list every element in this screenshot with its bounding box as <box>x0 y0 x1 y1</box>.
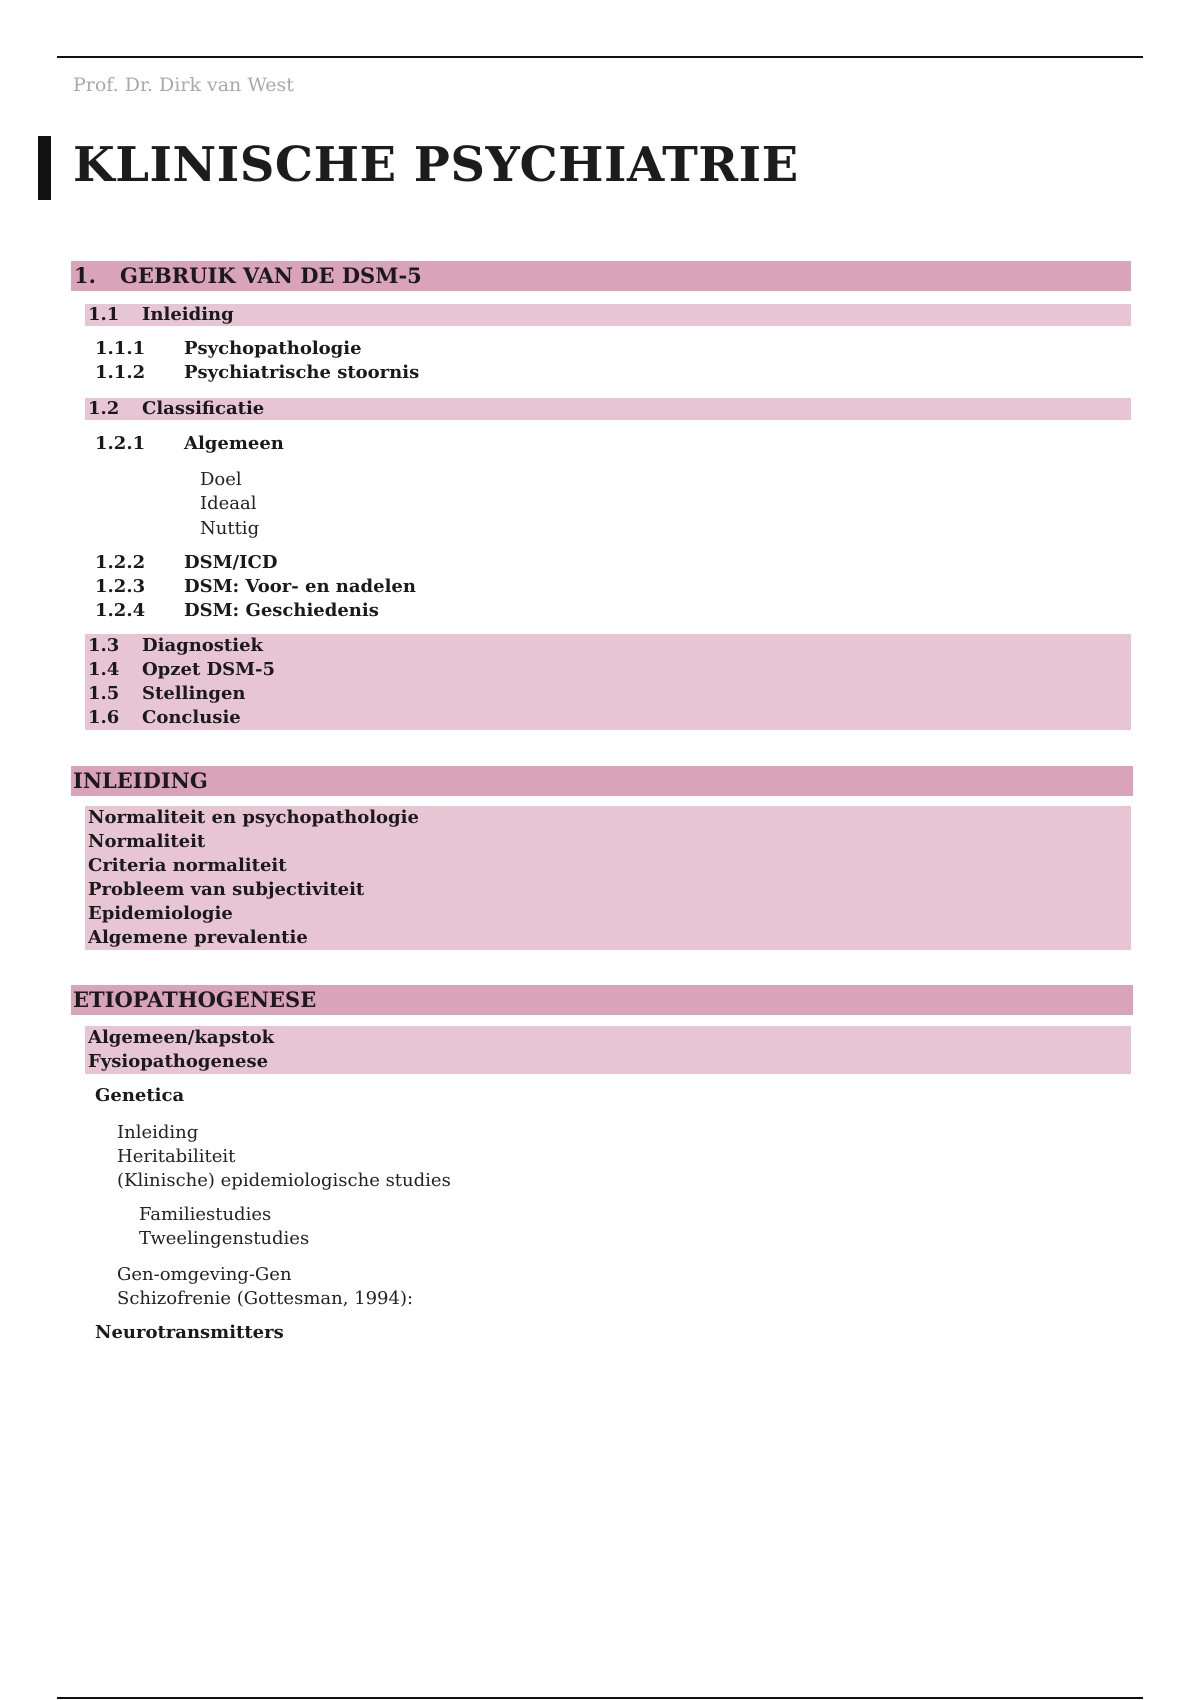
heading-title: DSM/ICD <box>184 552 278 573</box>
list-item: Fysiopathogenese <box>88 1051 269 1072</box>
subsection-row <box>85 658 1131 682</box>
heading-1-2-3 <box>95 575 416 599</box>
heading-number: 1.2.1 <box>95 433 146 454</box>
section-title: GEBRUIK VAN DE DSM-5 <box>120 263 422 288</box>
section-heading-etiopathogenese: ETIOPATHOGENESE <box>71 985 1133 1015</box>
subsection-number: 1.4 <box>88 659 120 680</box>
heading-number: 1.1.2 <box>95 362 146 383</box>
heading-number: 1.2.4 <box>95 600 146 621</box>
section-heading-1 <box>71 261 1131 291</box>
list-item: Schizofrenie (Gottesman, 1994): <box>117 1288 414 1309</box>
list-item: Nuttig <box>200 518 260 539</box>
subsection-title: Inleiding <box>142 304 234 325</box>
list-item: Doel <box>200 469 242 490</box>
list-item: Algemene prevalentie <box>88 927 308 948</box>
subsection-number: 1.1 <box>88 304 120 325</box>
heading-number: 1.2.2 <box>95 552 146 573</box>
heading-1-1-2 <box>95 361 419 385</box>
heading-title: Psychiatrische stoornis <box>184 362 420 383</box>
subsection-number: 1.5 <box>88 683 120 704</box>
list-item: Gen-omgeving-Gen <box>117 1264 292 1285</box>
heading-title: DSM: Voor- en nadelen <box>184 576 416 597</box>
subsection-block <box>85 634 1131 730</box>
etio-block <box>85 1026 1131 1074</box>
subsection-row <box>85 634 1131 658</box>
heading-1-2-4 <box>95 599 379 623</box>
heading-title: Algemeen <box>184 433 284 454</box>
subsection-title: Conclusie <box>142 707 241 728</box>
heading-title: DSM: Geschiedenis <box>184 600 379 621</box>
list-item: Inleiding <box>117 1122 199 1143</box>
subsection-title: Stellingen <box>142 683 246 704</box>
list-item: Heritabiliteit <box>117 1146 236 1167</box>
section-heading-inleiding: INLEIDING <box>71 766 1133 796</box>
list-item: Algemeen/kapstok <box>88 1027 275 1048</box>
author-name: Prof. Dr. Dirk van West <box>73 74 294 96</box>
header-rule <box>57 56 1143 58</box>
list-item: (Klinische) epidemiologische studies <box>117 1170 451 1191</box>
list-item: Criteria normaliteit <box>88 855 287 876</box>
subsection-row <box>85 706 1131 730</box>
subsection-heading-1-1 <box>85 304 1131 326</box>
heading-title: Psychopathologie <box>184 338 362 359</box>
inleiding-block <box>85 806 1131 950</box>
document-title: KLINISCHE PSYCHIATRIE <box>73 137 799 193</box>
subsection-number: 1.2 <box>88 398 120 419</box>
heading-genetica: Genetica <box>95 1085 185 1106</box>
title-accent-bar <box>38 136 51 200</box>
subsection-title: Opzet DSM-5 <box>142 659 276 680</box>
list-item: Epidemiologie <box>88 903 233 924</box>
list-item: Familiestudies <box>139 1204 272 1225</box>
list-item: Ideaal <box>200 493 257 514</box>
heading-number: 1.2.3 <box>95 576 146 597</box>
subsection-heading-1-2 <box>85 398 1131 420</box>
list-item: Normaliteit <box>88 831 206 852</box>
subsection-number: 1.6 <box>88 707 120 728</box>
footer-rule <box>57 1697 1143 1699</box>
subsection-number: 1.3 <box>88 635 120 656</box>
heading-1-2-1 <box>95 432 284 456</box>
list-item: Probleem van subjectiviteit <box>88 879 365 900</box>
list-item: Tweelingenstudies <box>139 1228 310 1249</box>
subsection-row <box>85 682 1131 706</box>
heading-neurotransmitters: Neurotransmitters <box>95 1322 284 1343</box>
section-number: 1. <box>74 263 96 288</box>
heading-number: 1.1.1 <box>95 338 146 359</box>
subsection-title: Classificatie <box>142 398 265 419</box>
heading-1-2-2 <box>95 551 277 575</box>
heading-1-1-1 <box>95 337 362 361</box>
list-item: Normaliteit en psychopathologie <box>88 807 419 828</box>
subsection-title: Diagnostiek <box>142 635 263 656</box>
